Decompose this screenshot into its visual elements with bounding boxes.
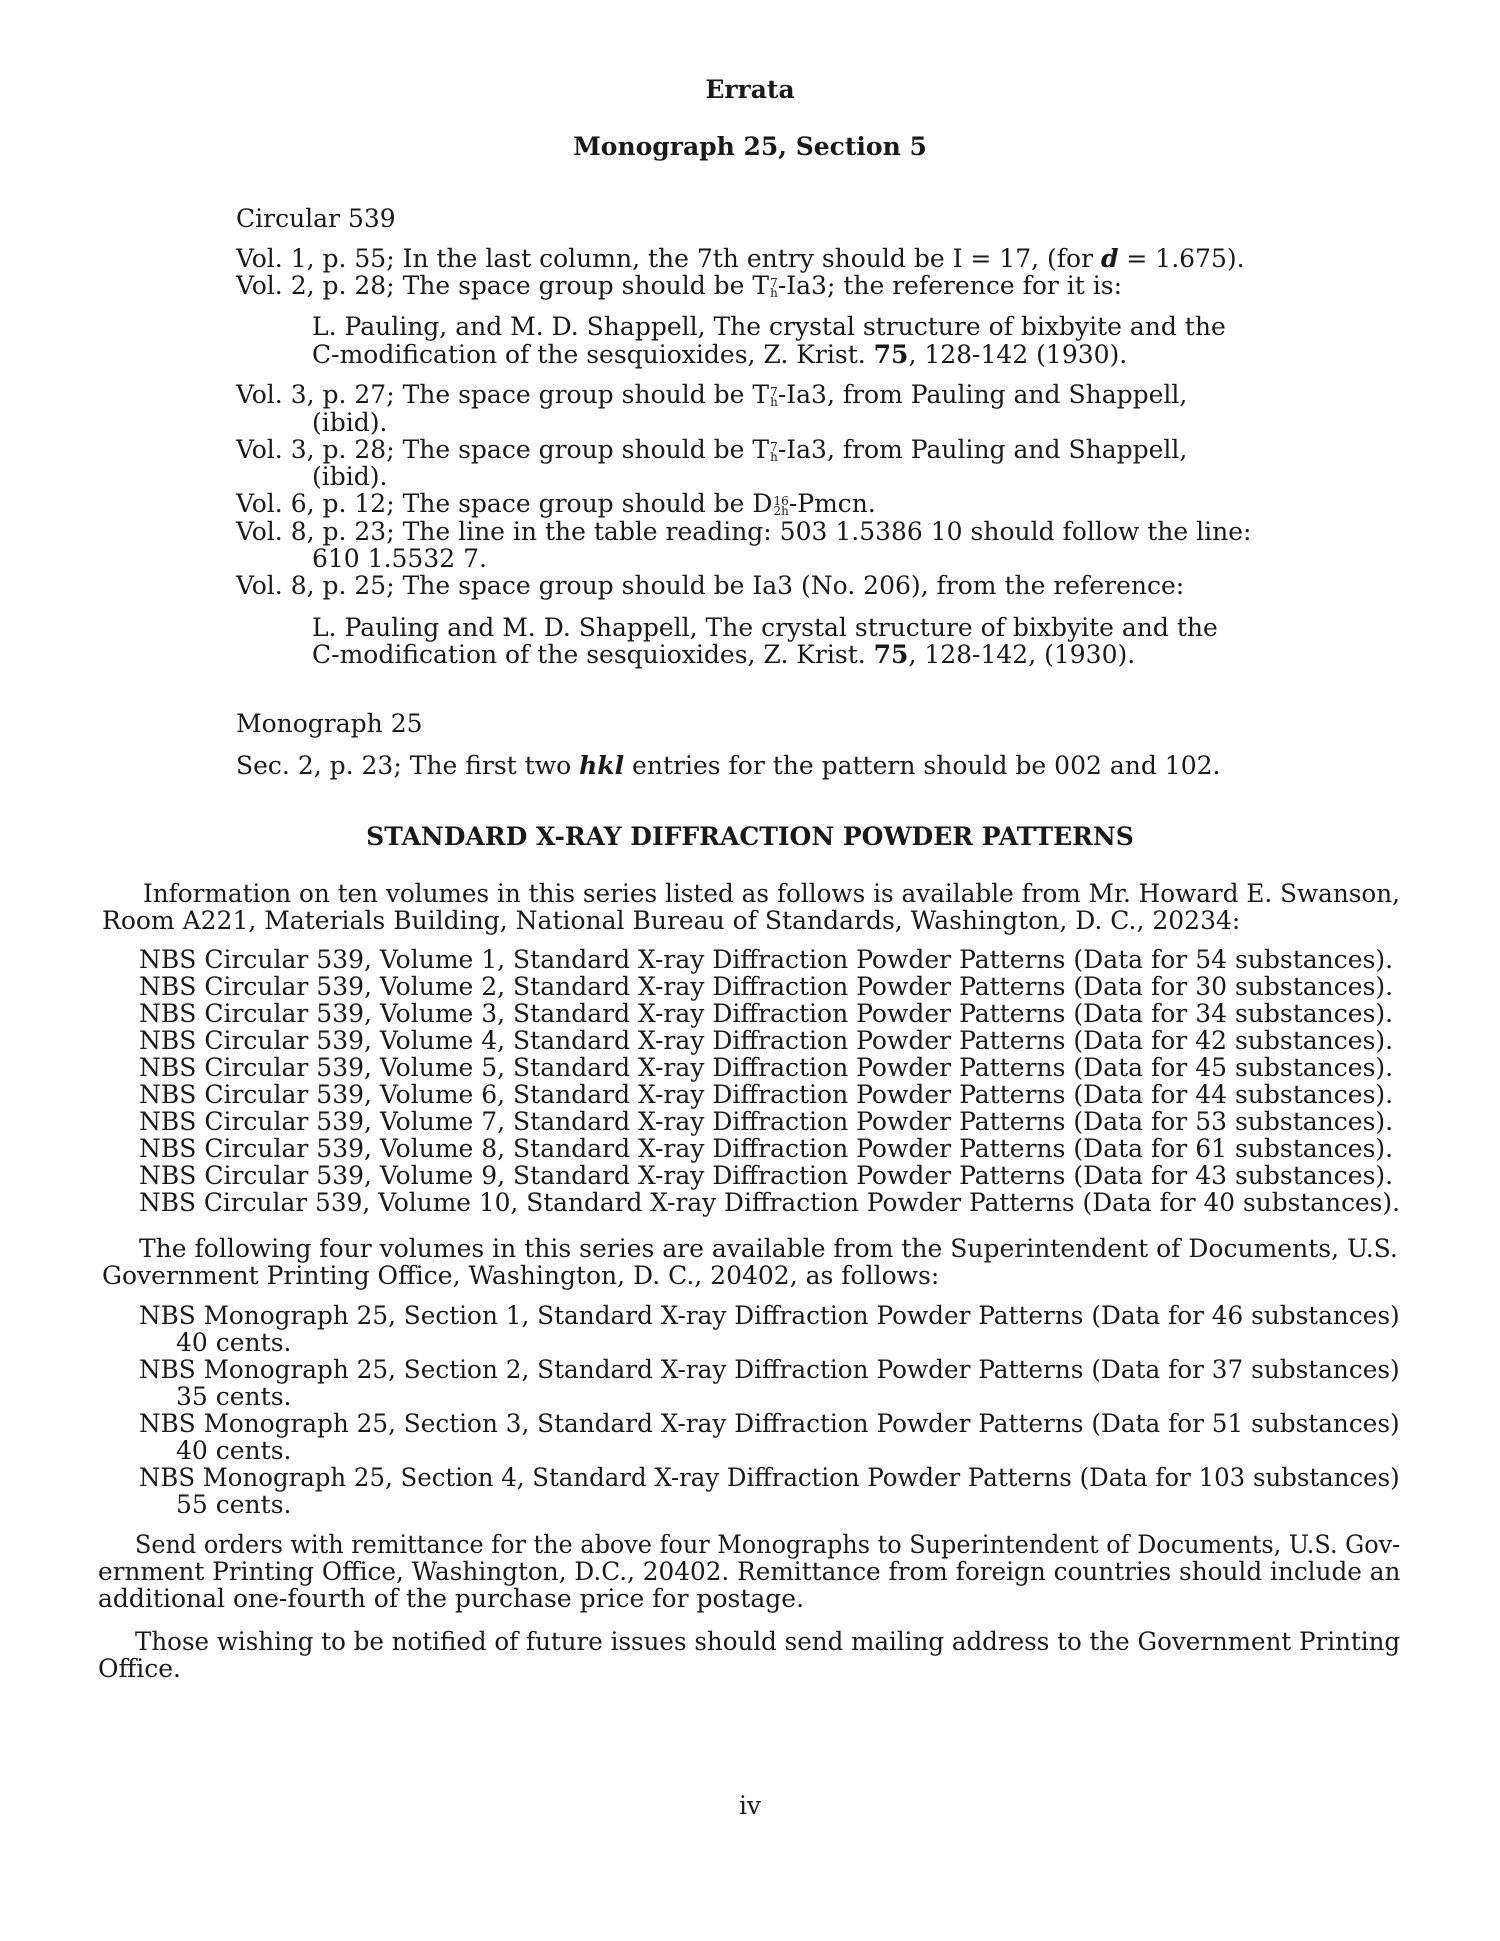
circular-list-item: NBS Circular 539, Volume 1, Standard X-ray Diffraction Powder Patterns (Data for 54 substances). bbox=[139, 945, 1394, 974]
subscript: h bbox=[770, 394, 778, 409]
subscript: 2h bbox=[773, 503, 789, 518]
entry-text: -Ia3, from Pauling and Shappell, bbox=[777, 435, 1188, 464]
errata-ibid-3: (ibid). bbox=[312, 408, 388, 437]
errata-reference-1b bbox=[312, 341, 1127, 369]
entry-text: -Pmcn. bbox=[788, 489, 876, 518]
circular-list-item: NBS Circular 539, Volume 5, Standard X-ray Diffraction Powder Patterns (Data for 45 substances). bbox=[139, 1053, 1394, 1082]
entry-text: -Ia3; the reference for it is: bbox=[777, 271, 1123, 300]
circular-list-item: NBS Circular 539, Volume 2, Standard X-ray Diffraction Powder Patterns (Data for 30 substances). bbox=[139, 972, 1394, 1001]
errata-reference-1a: L. Pauling, and M. D. Shappell, The crystal structure of bixbyite and the bbox=[312, 312, 1226, 341]
superscript: 7 bbox=[770, 275, 778, 290]
errata-entry-7: Vol. 8, p. 25; The space group should be Ia3 (No. 206), from the reference: bbox=[236, 571, 1185, 600]
circular-list-item: NBS Circular 539, Volume 10, Standard X-ray Diffraction Powder Patterns (Data for 40 substances). bbox=[139, 1188, 1400, 1217]
monograph-price: 35 cents. bbox=[176, 1382, 292, 1411]
orders-line-2: ernment Printing Office, Washington, D.C., 20402. Remittance from foreign countries should include an bbox=[98, 1557, 1401, 1586]
ref-text: C-modification of the sesquioxides, Z. Krist. bbox=[312, 640, 874, 669]
circular-list-item: NBS Circular 539, Volume 3, Standard X-ray Diffraction Powder Patterns (Data for 34 substances). bbox=[139, 999, 1394, 1028]
d-symbol: d bbox=[1100, 244, 1119, 273]
volume-number: 75 bbox=[873, 640, 909, 669]
space-group-symbol bbox=[770, 439, 778, 464]
entry-text: Sec. 2, p. 23; The first two bbox=[236, 751, 580, 780]
section-heading: STANDARD X-RAY DIFFRACTION POWDER PATTERNS bbox=[366, 822, 1134, 851]
circular-list-item: NBS Circular 539, Volume 9, Standard X-ray Diffraction Powder Patterns (Data for 43 substances). bbox=[139, 1161, 1394, 1190]
errata-entry-6-cont: 610 1.5532 7. bbox=[312, 544, 487, 573]
space-group-symbol bbox=[770, 384, 778, 409]
entry-text: Vol. 6, p. 12; The space group should be D bbox=[236, 489, 773, 518]
entry-text: Vol. 2, p. 28; The space group should be T bbox=[236, 271, 770, 300]
monograph-list-item: NBS Monograph 25, Section 4, Standard X-ray Diffraction Powder Patterns (Data for 103 substances) bbox=[139, 1463, 1400, 1492]
errata-subtitle: Monograph 25, Section 5 bbox=[573, 132, 927, 161]
monograph-price: 40 cents. bbox=[176, 1436, 292, 1465]
entry-text: entries for the pattern should be 002 and 102. bbox=[624, 751, 1221, 780]
hkl-symbol: hkl bbox=[579, 751, 625, 780]
errata-entry-1 bbox=[236, 245, 1245, 273]
errata-entry-2 bbox=[236, 272, 1122, 300]
entry-text: Vol. 3, p. 28; The space group should be T bbox=[236, 435, 770, 464]
space-group-symbol bbox=[773, 493, 789, 518]
circular-list-item: NBS Circular 539, Volume 7, Standard X-ray Diffraction Powder Patterns (Data for 53 substances). bbox=[139, 1107, 1394, 1136]
volume-number: 75 bbox=[873, 340, 909, 369]
subscript: h bbox=[770, 449, 778, 464]
monograph-entry bbox=[236, 752, 1220, 780]
circular-list-item: NBS Circular 539, Volume 8, Standard X-ray Diffraction Powder Patterns (Data for 61 substances). bbox=[139, 1134, 1394, 1163]
ref-text: C-modification of the sesquioxides, Z. Krist. bbox=[312, 340, 874, 369]
intro-line-1: Information on ten volumes in this series listed as follows is available from Mr. Howard E. Swanson, bbox=[143, 879, 1401, 908]
monograph-list-item: NBS Monograph 25, Section 1, Standard X-ray Diffraction Powder Patterns (Data for 46 substances) bbox=[139, 1301, 1400, 1330]
following-line-1: The following four volumes in this series are available from the Superintendent of Documents, U.S. bbox=[139, 1234, 1398, 1263]
page-number: iv bbox=[738, 1791, 762, 1820]
monograph-price: 40 cents. bbox=[176, 1328, 292, 1357]
notify-line-2: Office. bbox=[98, 1654, 181, 1683]
superscript: 16 bbox=[773, 493, 789, 508]
entry-text: Vol. 3, p. 27; The space group should be T bbox=[236, 380, 770, 409]
circular-heading: Circular 539 bbox=[236, 204, 396, 233]
circular-list-item: NBS Circular 539, Volume 6, Standard X-ray Diffraction Powder Patterns (Data for 44 substances). bbox=[139, 1080, 1394, 1109]
circular-list-item: NBS Circular 539, Volume 4, Standard X-ray Diffraction Powder Patterns (Data for 42 substances). bbox=[139, 1026, 1394, 1055]
errata-ibid-4: (ibid). bbox=[312, 462, 388, 491]
errata-entry-3 bbox=[236, 381, 1187, 409]
errata-reference-2b bbox=[312, 641, 1135, 669]
ref-text: , 128-142, (1930). bbox=[908, 640, 1136, 669]
monograph-list-item: NBS Monograph 25, Section 2, Standard X-ray Diffraction Powder Patterns (Data for 37 substances) bbox=[139, 1355, 1400, 1384]
superscript: 7 bbox=[770, 384, 778, 399]
ref-text: , 128-142 (1930). bbox=[908, 340, 1128, 369]
subscript: h bbox=[770, 285, 778, 300]
monograph-price: 55 cents. bbox=[176, 1490, 292, 1519]
errata-reference-2a: L. Pauling and M. D. Shappell, The crystal structure of bixbyite and the bbox=[312, 613, 1218, 642]
space-group-symbol bbox=[770, 275, 778, 300]
errata-entry-4 bbox=[236, 436, 1187, 464]
orders-line-1: Send orders with remittance for the above four Monographs to Superintendent of Documents, U.S. Gov- bbox=[135, 1530, 1401, 1559]
errata-entry-5 bbox=[236, 490, 876, 518]
notify-line-1: Those wishing to be notified of future issues should send mailing address to the Government Printing bbox=[135, 1627, 1401, 1656]
superscript: 7 bbox=[770, 439, 778, 454]
entry-text: = 1.675). bbox=[1118, 244, 1245, 273]
monograph-heading: Monograph 25 bbox=[236, 709, 423, 738]
intro-line-2: Room A221, Materials Building, National Bureau of Standards, Washington, D. C., 20234: bbox=[102, 906, 1241, 935]
errata-entry-6: Vol. 8, p. 23; The line in the table reading: 503 1.5386 10 should follow the line: bbox=[236, 517, 1252, 546]
monograph-list-item: NBS Monograph 25, Section 3, Standard X-ray Diffraction Powder Patterns (Data for 51 substances) bbox=[139, 1409, 1400, 1438]
errata-title: Errata bbox=[705, 75, 795, 104]
entry-text: Vol. 1, p. 55; In the last column, the 7th entry should be I = 17, (for bbox=[236, 244, 1101, 273]
entry-text: -Ia3, from Pauling and Shappell, bbox=[777, 380, 1188, 409]
following-line-2: Government Printing Office, Washington, D. C., 20402, as follows: bbox=[102, 1261, 940, 1290]
orders-line-3: additional one-fourth of the purchase price for postage. bbox=[98, 1584, 805, 1613]
